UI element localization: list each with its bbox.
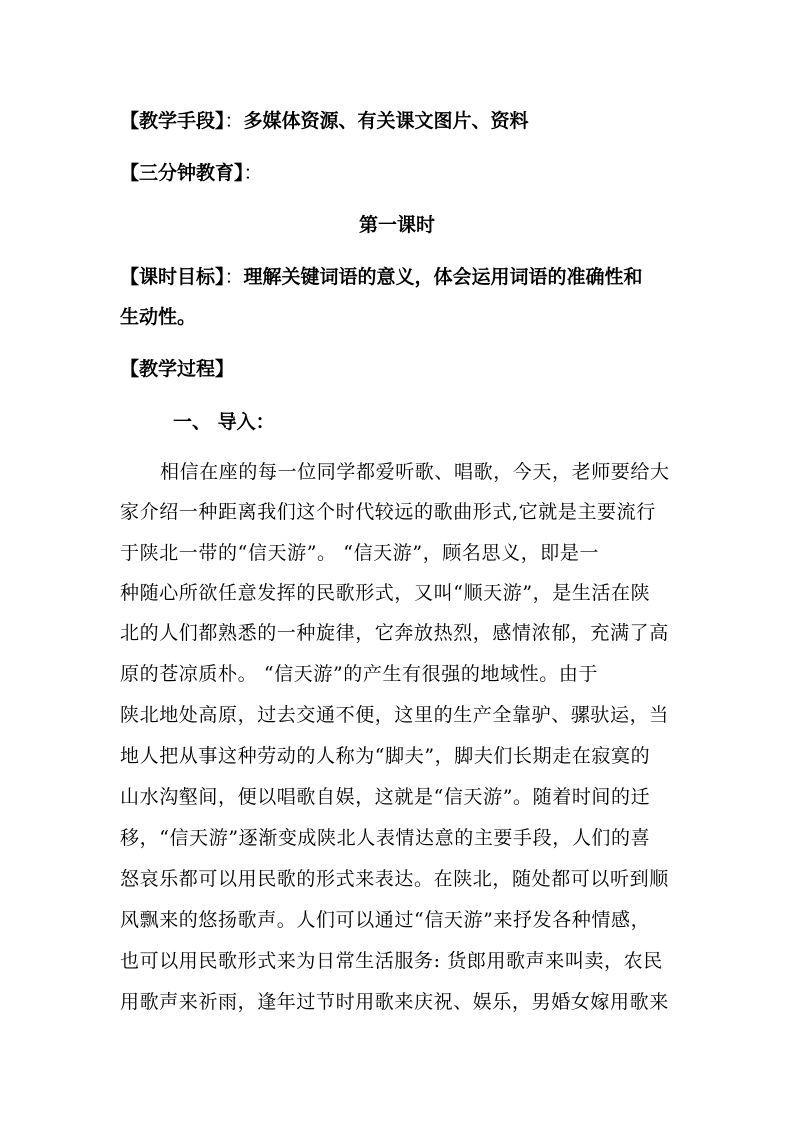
paragraph-line: 怒哀乐都可以用民歌的形式来表达。在陕北，随处都可以听到顺 xyxy=(120,868,669,890)
objective-line-1 xyxy=(120,264,643,290)
paragraph-line: 北的人们都熟悉的一种旋律，它奔放热烈，感情浓郁，充满了高 xyxy=(120,622,669,644)
paragraph-line: 移，“信天游”逐渐变成陕北人表情达意的主要手段，人们的喜 xyxy=(120,827,651,849)
three-minute-line xyxy=(120,160,263,186)
paragraph-line: 陕北地处高原，过去交通不便，这里的生产全靠驴、骡驮运，当 xyxy=(120,704,669,726)
teaching-means-line xyxy=(120,108,529,134)
paragraph-line: 于陕北一带的“信天游”。 “信天游”，顾名思义，即是一 xyxy=(120,542,600,564)
paragraph-line: 家介绍一种距离我们这个时代较远的歌曲形式,它就是主要流行 xyxy=(120,501,656,523)
paragraph-line: 也可以用民歌形式来为日常生活服务: 货郎用歌声来叫卖，农民 xyxy=(120,950,663,972)
teaching-means-value: 多媒体资源、有关课文图片、资料 xyxy=(243,110,529,132)
three-minute-label: 【三分钟教育】 xyxy=(120,162,244,184)
objective-text-2: 生动性。 xyxy=(120,306,197,328)
objective-sep: ： xyxy=(224,266,244,288)
paragraph-line: 原的苍凉质朴。 “信天游”的产生有很强的地域性。由于 xyxy=(120,663,599,685)
lesson-title: 第一课时 xyxy=(358,214,435,236)
teaching-means-label: 【教学手段】 xyxy=(120,110,225,132)
paragraph-line: 用歌声来祈雨，逢年过节时用歌来庆祝、娱乐，男婚女嫁用歌来 xyxy=(120,991,669,1013)
teaching-means-sep: ： xyxy=(224,110,244,132)
objective-label: 【课时目标】 xyxy=(120,266,225,288)
paragraph-line: 相信在座的每一位同学都爱听歌、唱歌，今天，老师要给大 xyxy=(160,461,670,483)
paragraph-line: 山水沟壑间，便以唱歌自娱，这就是“信天游”。随着时间的迁 xyxy=(120,786,651,808)
paragraph-line: 种随心所欲任意发挥的民歌形式，又叫“顺天游”，是生活在陕 xyxy=(120,582,651,604)
paragraph-line: 风飘来的悠扬歌声。人们可以通过“信天游”来抒发各种情感， xyxy=(120,909,651,931)
process-label: 【教学过程】 xyxy=(120,358,235,380)
section-one-heading: 一、 导入： xyxy=(173,411,275,433)
objective-text-1: 理解关键词语的意义，体会运用词语的准确性和 xyxy=(243,266,643,288)
three-minute-sep: ： xyxy=(243,162,263,184)
paragraph-line: 地人把从事这种劳动的人称为“脚夫”，脚夫们长期走在寂寞的 xyxy=(120,745,651,767)
